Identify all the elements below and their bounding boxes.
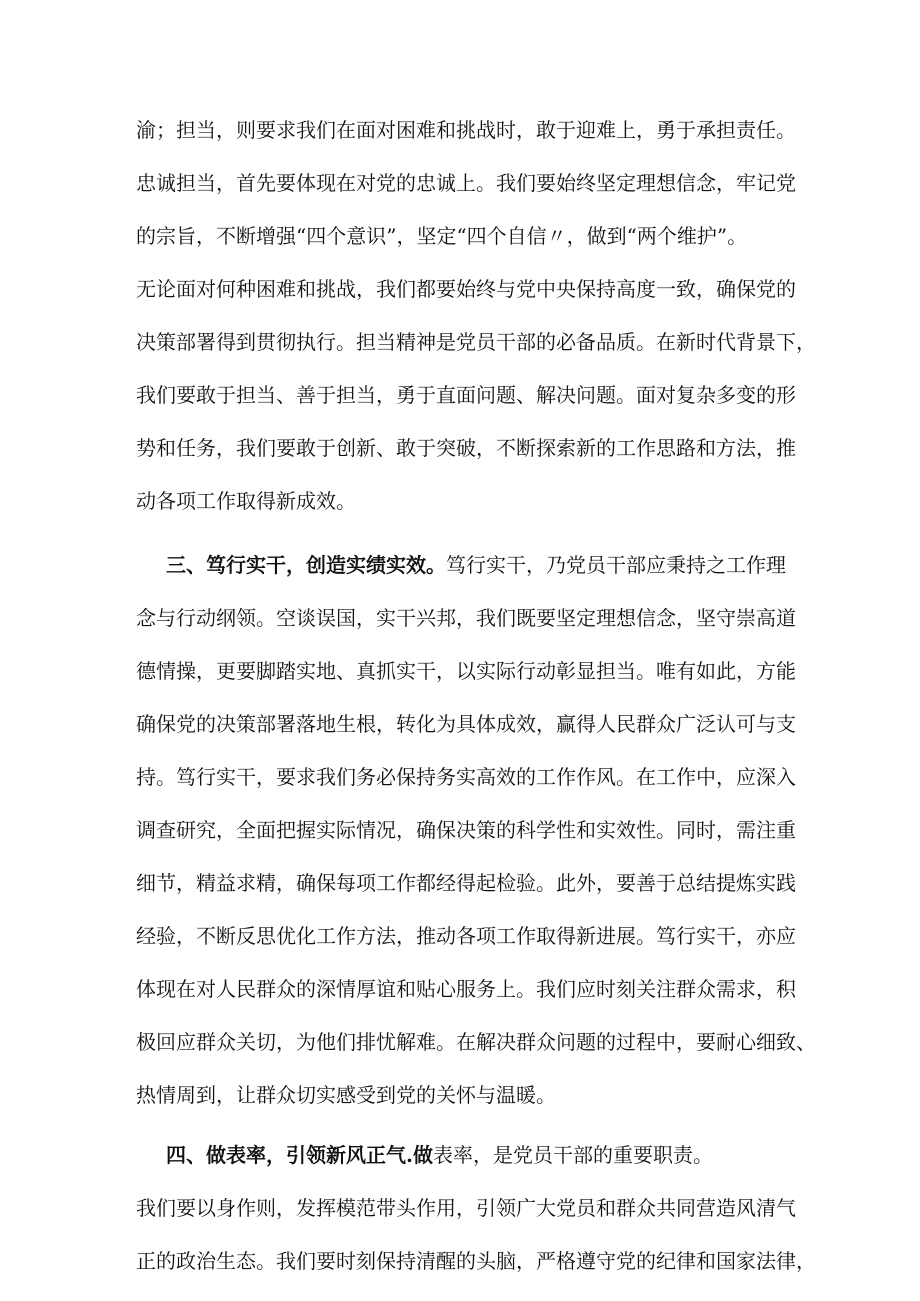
- paragraph-line: 体现在对人民群众的深情厚谊和贴心服务上。我们应时刻关注群众需求，积: [136, 977, 796, 1001]
- section-4-text: 表率，是党员干部的重要职责。: [432, 1143, 713, 1167]
- paragraph-line: 势和任务，我们要敢于创新、敢于突破，不断探索新的工作思路和方法，推: [136, 436, 796, 460]
- paragraph-line: 细节，精益求精，确保每项工作都经得起检验。此外，要善于总结提炼实践: [136, 871, 796, 895]
- section-3-text: 笃行实干，乃党员干部应秉持之工作理: [446, 553, 786, 577]
- paragraph-line: 正的政治生态。我们要时刻保持清醒的头脑，严格遵守党的纪律和国家法律，: [136, 1249, 816, 1273]
- section-4-heading: 四、做表率，引领新风正气.做: [166, 1143, 433, 1167]
- paragraph-line: 热情周到，让群众切实感受到党的关怀与温暖。: [136, 1083, 556, 1107]
- paragraph-line: 无论面对何种困难和挑战，我们都要始终与党中央保持高度一致，确保党的: [136, 277, 796, 301]
- section-3-first-line: [166, 545, 792, 585]
- paragraph-line: 德情操，更要脚踏实地、真抓实干，以实际行动彰显担当。唯有如此，方能: [136, 659, 796, 683]
- paragraph-line: 决策部署得到贯彻执行。担当精神是党员干部的必备品质。在新时代背景下，: [136, 330, 816, 354]
- section-3-heading: 三、笃行实干，创造实绩实效。: [166, 553, 446, 577]
- paragraph-line: 我们要以身作则，发挥模范带头作用，引领广大党员和群众共同营造风清气: [136, 1196, 796, 1220]
- paragraph-line: 的宗旨，不断增强“四个意识”，坚定“四个自信〃，做到“两个维护”。: [136, 224, 748, 248]
- section-4-first-line: [166, 1135, 792, 1175]
- paragraph-line: 忠诚担当，首先要体现在对党的忠诚上。我们要始终坚定理想信念，牢记党: [136, 171, 796, 195]
- paragraph-line: 经验，不断反思优化工作方法，推动各项工作取得新进展。笃行实干，亦应: [136, 924, 796, 948]
- paragraph-line: 念与行动纲领。空谈误国，实干兴邦，我们既要坚定理想信念，坚守崇高道: [136, 606, 796, 630]
- paragraph-line: 调查研究，全面把握实际情况，确保决策的科学性和实效性。同时，需注重: [136, 818, 796, 842]
- paragraph-line: 确保党的决策部署落地生根，转化为具体成效，赢得人民群众广泛认可与支: [136, 712, 796, 736]
- paragraph-line: 动各项工作取得新成效。: [136, 489, 356, 513]
- paragraph-line: 我们要敢于担当、善于担当，勇于直面问题、解决问题。面对复杂多变的形: [136, 383, 796, 407]
- paragraph-line: 渝；担当，则要求我们在面对困难和挑战时，敢于迎难上，勇于承担责任。: [136, 118, 796, 142]
- paragraph-line: 持。笃行实干，要求我们务必保持务实高效的工作作风。在工作中，应深入: [136, 765, 796, 789]
- paragraph-line: 极回应群众关切，为他们排忧解难。在解决群众问题的过程中，要耐心细致、: [136, 1030, 816, 1054]
